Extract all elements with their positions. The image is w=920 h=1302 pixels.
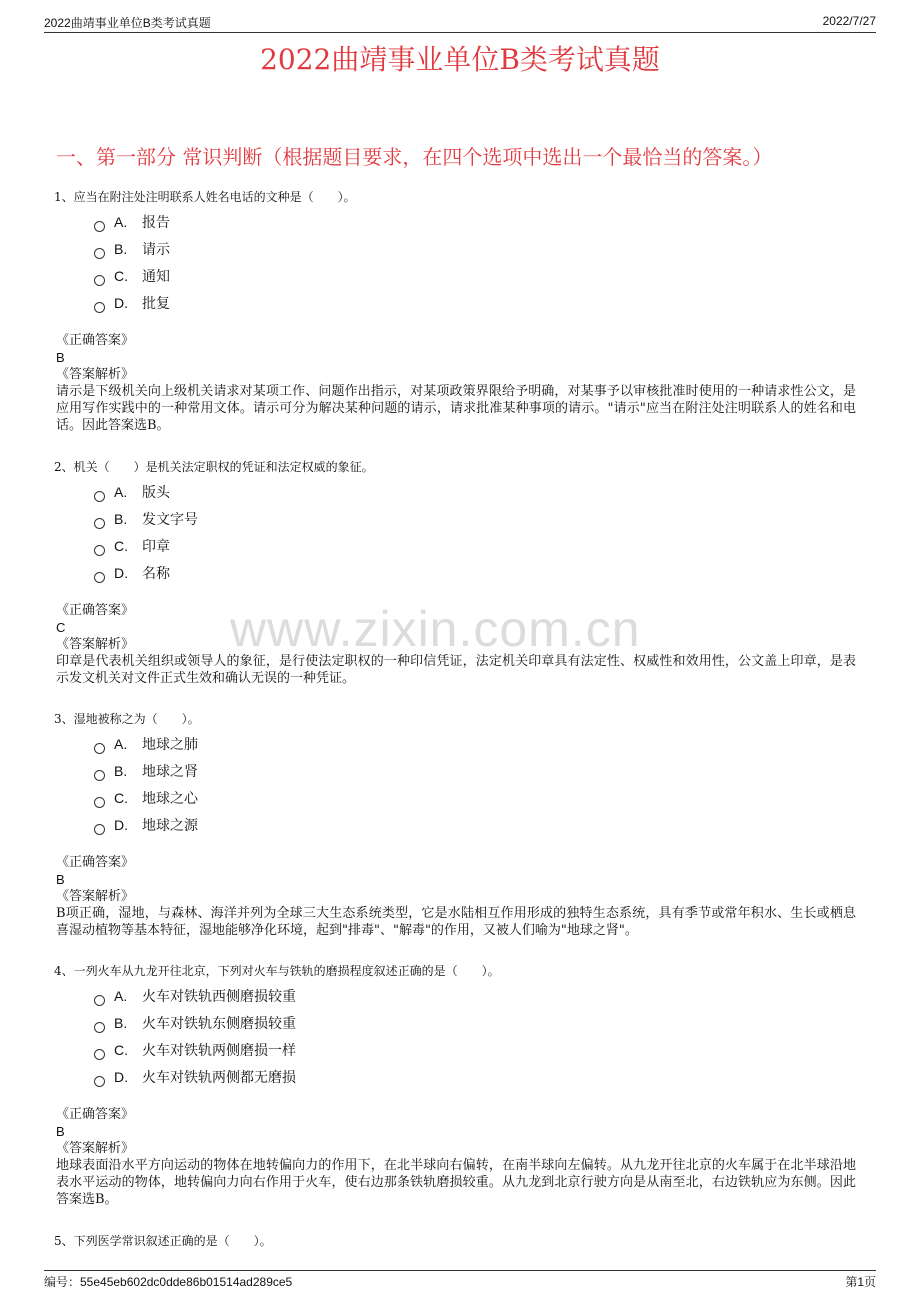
option-letter: A. <box>114 484 128 500</box>
explanation-text: 印章是代表机关组织或领导人的象征，是行使法定职权的一种印信凭证，法定机关印章具有法定性、权威性和效用性，公文盖上印章，是表示发文机关对文件正式生效和确认无误的一种凭证。 <box>56 654 856 686</box>
answer-block-4 <box>56 1106 856 1208</box>
option-letter: D. <box>114 295 128 311</box>
option-text: 地球之源 <box>142 818 198 834</box>
question-stem: 1、应当在附注处注明联系人姓名电话的文种是（ ）。 <box>54 190 356 204</box>
option-letter: D. <box>114 565 128 581</box>
option-text: 请示 <box>142 242 170 258</box>
question-stem: 4、一列火车从九龙开往北京，下列对火车与铁轨的磨损程度叙述正确的是（ ）。 <box>54 964 500 978</box>
radio-icon[interactable] <box>94 743 105 754</box>
option-text: 版头 <box>142 485 170 501</box>
option-letter: C. <box>114 538 128 554</box>
option-letter: B. <box>114 511 128 527</box>
option-text: 通知 <box>142 269 170 285</box>
option-d[interactable] <box>94 813 866 840</box>
header-title: 2022曲靖事业单位B类考试真题 <box>44 16 211 30</box>
option-letter: A. <box>114 736 128 752</box>
option-list <box>94 480 866 588</box>
option-text: 发文字号 <box>142 512 198 528</box>
answer-block-3 <box>56 854 856 939</box>
option-b[interactable] <box>94 1011 866 1038</box>
option-text: 地球之肺 <box>142 737 198 753</box>
question-1 <box>54 188 866 318</box>
radio-icon[interactable] <box>94 1022 105 1033</box>
question-5 <box>54 1232 866 1250</box>
explanation-label: 《答案解析》 <box>56 889 135 904</box>
correct-answer: B <box>56 1124 65 1139</box>
page-number: 第1页 <box>845 1275 876 1289</box>
option-d[interactable] <box>94 291 866 318</box>
option-text: 批复 <box>142 296 170 312</box>
page-header <box>44 14 876 33</box>
option-text: 地球之心 <box>142 791 198 807</box>
explanation-label: 《答案解析》 <box>56 1141 135 1156</box>
correct-answer: B <box>56 872 65 887</box>
option-b[interactable] <box>94 759 866 786</box>
radio-icon[interactable] <box>94 1076 105 1087</box>
option-text: 火车对铁轨西侧磨损较重 <box>142 989 296 1005</box>
answer-label: 《正确答案》 <box>56 603 135 618</box>
option-a[interactable] <box>94 480 866 507</box>
option-letter: B. <box>114 241 128 257</box>
radio-icon[interactable] <box>94 302 105 313</box>
answer-block-1 <box>56 332 856 434</box>
option-a[interactable] <box>94 210 866 237</box>
answer-label: 《正确答案》 <box>56 1107 135 1122</box>
section-heading: 一、第一部分 常识判断（根据题目要求，在四个选项中选出一个最恰当的答案。） <box>56 145 773 169</box>
radio-icon[interactable] <box>94 545 105 556</box>
option-list <box>94 984 866 1092</box>
question-3 <box>54 710 866 840</box>
option-b[interactable] <box>94 507 866 534</box>
option-letter: A. <box>114 988 128 1004</box>
option-text: 地球之肾 <box>142 764 198 780</box>
option-letter: C. <box>114 1042 128 1058</box>
correct-answer: C <box>56 620 66 635</box>
option-letter: C. <box>114 790 128 806</box>
question-4 <box>54 962 866 1092</box>
radio-icon[interactable] <box>94 491 105 502</box>
answer-block-2 <box>56 602 856 687</box>
option-letter: D. <box>114 1069 128 1085</box>
option-list <box>94 210 866 318</box>
option-a[interactable] <box>94 984 866 1011</box>
page-footer <box>44 1270 876 1290</box>
explanation-text: 地球表面沿水平方向运动的物体在地转偏向力的作用下，在北半球向右偏转，在南半球向左偏转。从九龙开往北京的火车属于在北半球沿地表水平运动的物体，地转偏向力向右作用于火车，使右边那条铁轨磨损较重。从九龙到北京行驶方向是从南至北，右边铁轨应为东侧。因此答案选B。 <box>56 1158 856 1207</box>
option-letter: B. <box>114 1015 128 1031</box>
explanation-text: 请示是下级机关向上级机关请求对某项工作、问题作出指示，对某项政策界限给予明确，对某事予以审核批准时使用的一种请求性公文，是应用写作实践中的一种常用文体。请示可分为解决某种问题的请示，请求批准某种事项的请示。"请示"应当在附注处注明联系人的姓名和电话。因此答案选B。 <box>56 384 856 433</box>
correct-answer: B <box>56 350 65 365</box>
radio-icon[interactable] <box>94 275 105 286</box>
explanation-label: 《答案解析》 <box>56 367 135 382</box>
option-a[interactable] <box>94 732 866 759</box>
option-b[interactable] <box>94 237 866 264</box>
question-stem: 3、湿地被称之为（ ）。 <box>54 712 200 726</box>
radio-icon[interactable] <box>94 572 105 583</box>
option-letter: C. <box>114 268 128 284</box>
answer-label: 《正确答案》 <box>56 333 135 348</box>
radio-icon[interactable] <box>94 770 105 781</box>
document-title: 2022曲靖事业单位B类考试真题 <box>260 43 660 76</box>
option-text: 火车对铁轨两侧都无磨损 <box>142 1070 296 1086</box>
radio-icon[interactable] <box>94 995 105 1006</box>
option-c[interactable] <box>94 786 866 813</box>
radio-icon[interactable] <box>94 824 105 835</box>
radio-icon[interactable] <box>94 248 105 259</box>
option-text: 印章 <box>142 539 170 555</box>
watermark: www.zixin.com.cn <box>230 601 641 657</box>
option-letter: A. <box>114 214 128 230</box>
option-text: 火车对铁轨东侧磨损较重 <box>142 1016 296 1032</box>
option-letter: B. <box>114 763 128 779</box>
option-d[interactable] <box>94 1065 866 1092</box>
option-list <box>94 732 866 840</box>
answer-label: 《正确答案》 <box>56 855 135 870</box>
option-text: 报告 <box>142 215 170 231</box>
option-c[interactable] <box>94 534 866 561</box>
question-stem: 5、下列医学常识叙述正确的是（ ）。 <box>54 1234 272 1248</box>
radio-icon[interactable] <box>94 1049 105 1060</box>
header-date: 2022/7/27 <box>822 14 876 28</box>
option-c[interactable] <box>94 264 866 291</box>
question-stem: 2、机关（ ）是机关法定职权的凭证和法定权威的象征。 <box>54 460 374 474</box>
document-code: 编号：55e45eb602dc0dde86b01514ad289ce5 <box>44 1275 293 1289</box>
radio-icon[interactable] <box>94 221 105 232</box>
option-letter: D. <box>114 817 128 833</box>
explanation-text: B项正确，湿地，与森林、海洋并列为全球三大生态系统类型，它是水陆相互作用形成的独特生态系统，具有季节或常年积水、生长或栖息喜湿动植物等基本特征，湿地能够净化环境，起到"排毒"、"解毒"的作用，又被人们喻为"地球之肾"。 <box>56 906 856 938</box>
option-text: 名称 <box>142 566 170 582</box>
explanation-label: 《答案解析》 <box>56 637 135 652</box>
radio-icon[interactable] <box>94 797 105 808</box>
option-text: 火车对铁轨两侧磨损一样 <box>142 1043 296 1059</box>
option-c[interactable] <box>94 1038 866 1065</box>
option-d[interactable] <box>94 561 866 588</box>
question-2 <box>54 458 866 588</box>
radio-icon[interactable] <box>94 518 105 529</box>
